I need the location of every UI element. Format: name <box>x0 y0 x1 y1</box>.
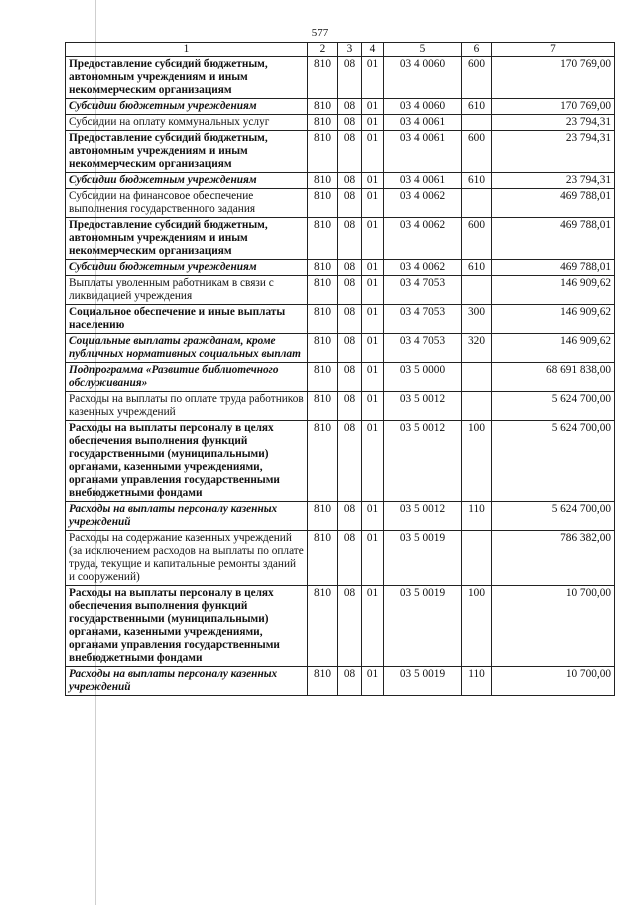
ministry-code-cell: 810 <box>308 502 338 531</box>
row-name-cell: Расходы на содержание казенных учреждений (за исключением расходов на выплаты по оплате труда, текущие и капитальные ремонты зданий и сооружений) <box>66 531 308 586</box>
ministry-code-cell: 810 <box>308 305 338 334</box>
section-cell: 08 <box>338 531 362 586</box>
ministry-code-cell: 810 <box>308 115 338 131</box>
expense-type-cell <box>462 189 492 218</box>
amount-cell: 146 909,62 <box>492 305 615 334</box>
row-name-cell: Субсидии бюджетным учреждениям <box>66 99 308 115</box>
header-cell: 4 <box>362 43 384 57</box>
target-article-cell: 03 4 0062 <box>384 218 462 260</box>
section-cell: 08 <box>338 260 362 276</box>
expense-type-cell <box>462 115 492 131</box>
amount-cell: 23 794,31 <box>492 131 615 173</box>
subsection-cell: 01 <box>362 218 384 260</box>
subsection-cell: 01 <box>362 131 384 173</box>
table-row <box>66 305 615 334</box>
amount-cell: 469 788,01 <box>492 189 615 218</box>
table-row <box>66 218 615 260</box>
section-cell: 08 <box>338 586 362 667</box>
expense-type-cell <box>462 276 492 305</box>
section-cell: 08 <box>338 502 362 531</box>
subsection-cell: 01 <box>362 305 384 334</box>
section-cell: 08 <box>338 131 362 173</box>
target-article-cell: 03 5 0019 <box>384 667 462 696</box>
amount-cell: 5 624 700,00 <box>492 502 615 531</box>
ministry-code-cell: 810 <box>308 218 338 260</box>
table-row <box>66 99 615 115</box>
row-name-cell: Расходы на выплаты по оплате труда работников казенных учреждений <box>66 392 308 421</box>
ministry-code-cell: 810 <box>308 57 338 99</box>
table-row <box>66 531 615 586</box>
subsection-cell: 01 <box>362 57 384 99</box>
section-cell: 08 <box>338 421 362 502</box>
row-name-cell: Предоставление субсидий бюджетным, автономным учреждениям и иным некоммерческим организациям <box>66 131 308 173</box>
expense-type-cell <box>462 363 492 392</box>
table-row <box>66 189 615 218</box>
subsection-cell: 01 <box>362 260 384 276</box>
table-row <box>66 131 615 173</box>
amount-cell: 5 624 700,00 <box>492 392 615 421</box>
amount-cell: 469 788,01 <box>492 260 615 276</box>
expense-type-cell: 600 <box>462 57 492 99</box>
table-row <box>66 363 615 392</box>
expense-type-cell: 610 <box>462 260 492 276</box>
subsection-cell: 01 <box>362 99 384 115</box>
ministry-code-cell: 810 <box>308 667 338 696</box>
row-name-cell: Социальные выплаты гражданам, кроме публичных нормативных социальных выплат <box>66 334 308 363</box>
subsection-cell: 01 <box>362 392 384 421</box>
target-article-cell: 03 4 7053 <box>384 276 462 305</box>
table-row <box>66 260 615 276</box>
row-name-cell: Предоставление субсидий бюджетным, автономным учреждениям и иным некоммерческим организациям <box>66 218 308 260</box>
subsection-cell: 01 <box>362 667 384 696</box>
row-name-cell: Подпрограмма «Развитие библиотечного обслуживания» <box>66 363 308 392</box>
amount-cell: 10 700,00 <box>492 586 615 667</box>
header-cell: 1 <box>66 43 308 57</box>
target-article-cell: 03 4 0061 <box>384 131 462 173</box>
amount-cell: 10 700,00 <box>492 667 615 696</box>
row-name-cell: Выплаты уволенным работникам в связи с ликвидацией учреждения <box>66 276 308 305</box>
target-article-cell: 03 4 0060 <box>384 57 462 99</box>
target-article-cell: 03 4 0062 <box>384 260 462 276</box>
subsection-cell: 01 <box>362 334 384 363</box>
row-name-cell: Социальное обеспечение и иные выплаты населению <box>66 305 308 334</box>
ministry-code-cell: 810 <box>308 392 338 421</box>
header-cell: 5 <box>384 43 462 57</box>
ministry-code-cell: 810 <box>308 586 338 667</box>
header-cell: 7 <box>492 43 615 57</box>
target-article-cell: 03 4 7053 <box>384 334 462 363</box>
expense-type-cell: 100 <box>462 586 492 667</box>
subsection-cell: 01 <box>362 586 384 667</box>
ministry-code-cell: 810 <box>308 334 338 363</box>
expense-type-cell: 300 <box>462 305 492 334</box>
header-cell: 2 <box>308 43 338 57</box>
header-cell: 3 <box>338 43 362 57</box>
target-article-cell: 03 5 0019 <box>384 531 462 586</box>
subsection-cell: 01 <box>362 189 384 218</box>
target-article-cell: 03 5 0012 <box>384 392 462 421</box>
expense-type-cell: 320 <box>462 334 492 363</box>
row-name-cell: Расходы на выплаты персоналу в целях обеспечения выполнения функций государственными (муниципальными) органами, казенными учреждениями, органами управления государственными внебюджетными фондами <box>66 421 308 502</box>
expense-type-cell: 610 <box>462 99 492 115</box>
ministry-code-cell: 810 <box>308 173 338 189</box>
table-row <box>66 173 615 189</box>
budget-table <box>65 42 615 696</box>
ministry-code-cell: 810 <box>308 131 338 173</box>
target-article-cell: 03 4 7053 <box>384 305 462 334</box>
subsection-cell: 01 <box>362 531 384 586</box>
table-row <box>66 334 615 363</box>
expense-type-cell <box>462 392 492 421</box>
expense-type-cell: 600 <box>462 131 492 173</box>
table-row <box>66 57 615 99</box>
row-name-cell: Предоставление субсидий бюджетным, автономным учреждениям и иным некоммерческим организациям <box>66 57 308 99</box>
expense-type-cell: 600 <box>462 218 492 260</box>
section-cell: 08 <box>338 115 362 131</box>
ministry-code-cell: 810 <box>308 363 338 392</box>
header-cell: 6 <box>462 43 492 57</box>
target-article-cell: 03 5 0000 <box>384 363 462 392</box>
amount-cell: 146 909,62 <box>492 334 615 363</box>
ministry-code-cell: 810 <box>308 531 338 586</box>
header-row <box>66 43 615 57</box>
table-row <box>66 502 615 531</box>
ministry-code-cell: 810 <box>308 189 338 218</box>
table-row <box>66 115 615 131</box>
section-cell: 08 <box>338 334 362 363</box>
target-article-cell: 03 5 0012 <box>384 421 462 502</box>
section-cell: 08 <box>338 173 362 189</box>
table-row <box>66 667 615 696</box>
section-cell: 08 <box>338 667 362 696</box>
row-name-cell: Расходы на выплаты персоналу казенных учреждений <box>66 667 308 696</box>
table-row <box>66 392 615 421</box>
amount-cell: 5 624 700,00 <box>492 421 615 502</box>
amount-cell: 68 691 838,00 <box>492 363 615 392</box>
table-row <box>66 586 615 667</box>
target-article-cell: 03 4 0061 <box>384 115 462 131</box>
table-row <box>66 421 615 502</box>
section-cell: 08 <box>338 392 362 421</box>
subsection-cell: 01 <box>362 421 384 502</box>
expense-type-cell: 110 <box>462 667 492 696</box>
target-article-cell: 03 5 0019 <box>384 586 462 667</box>
expense-type-cell: 110 <box>462 502 492 531</box>
ministry-code-cell: 810 <box>308 421 338 502</box>
amount-cell: 170 769,00 <box>492 99 615 115</box>
expense-type-cell: 610 <box>462 173 492 189</box>
section-cell: 08 <box>338 305 362 334</box>
section-cell: 08 <box>338 276 362 305</box>
amount-cell: 23 794,31 <box>492 173 615 189</box>
target-article-cell: 03 4 0062 <box>384 189 462 218</box>
amount-cell: 170 769,00 <box>492 57 615 99</box>
table-row <box>66 276 615 305</box>
row-name-cell: Расходы на выплаты персоналу в целях обеспечения выполнения функций государственными (муниципальными) органами, казенными учреждениями, органами управления государственными внебюджетными фондами <box>66 586 308 667</box>
section-cell: 08 <box>338 363 362 392</box>
section-cell: 08 <box>338 218 362 260</box>
amount-cell: 469 788,01 <box>492 218 615 260</box>
ministry-code-cell: 810 <box>308 99 338 115</box>
section-cell: 08 <box>338 189 362 218</box>
subsection-cell: 01 <box>362 115 384 131</box>
target-article-cell: 03 4 0060 <box>384 99 462 115</box>
subsection-cell: 01 <box>362 173 384 189</box>
expense-type-cell: 100 <box>462 421 492 502</box>
amount-cell: 23 794,31 <box>492 115 615 131</box>
row-name-cell: Субсидии бюджетным учреждениям <box>66 260 308 276</box>
section-cell: 08 <box>338 57 362 99</box>
expense-type-cell <box>462 531 492 586</box>
amount-cell: 786 382,00 <box>492 531 615 586</box>
target-article-cell: 03 4 0061 <box>384 173 462 189</box>
subsection-cell: 01 <box>362 363 384 392</box>
row-name-cell: Субсидии бюджетным учреждениям <box>66 173 308 189</box>
row-name-cell: Субсидии на финансовое обеспечение выполнения государственного задания <box>66 189 308 218</box>
ministry-code-cell: 810 <box>308 276 338 305</box>
amount-cell: 146 909,62 <box>492 276 615 305</box>
target-article-cell: 03 5 0012 <box>384 502 462 531</box>
section-cell: 08 <box>338 99 362 115</box>
ministry-code-cell: 810 <box>308 260 338 276</box>
row-name-cell: Расходы на выплаты персоналу казенных учреждений <box>66 502 308 531</box>
row-name-cell: Субсидии на оплату коммунальных услуг <box>66 115 308 131</box>
subsection-cell: 01 <box>362 502 384 531</box>
subsection-cell: 01 <box>362 276 384 305</box>
page-number: 577 <box>311 27 329 39</box>
